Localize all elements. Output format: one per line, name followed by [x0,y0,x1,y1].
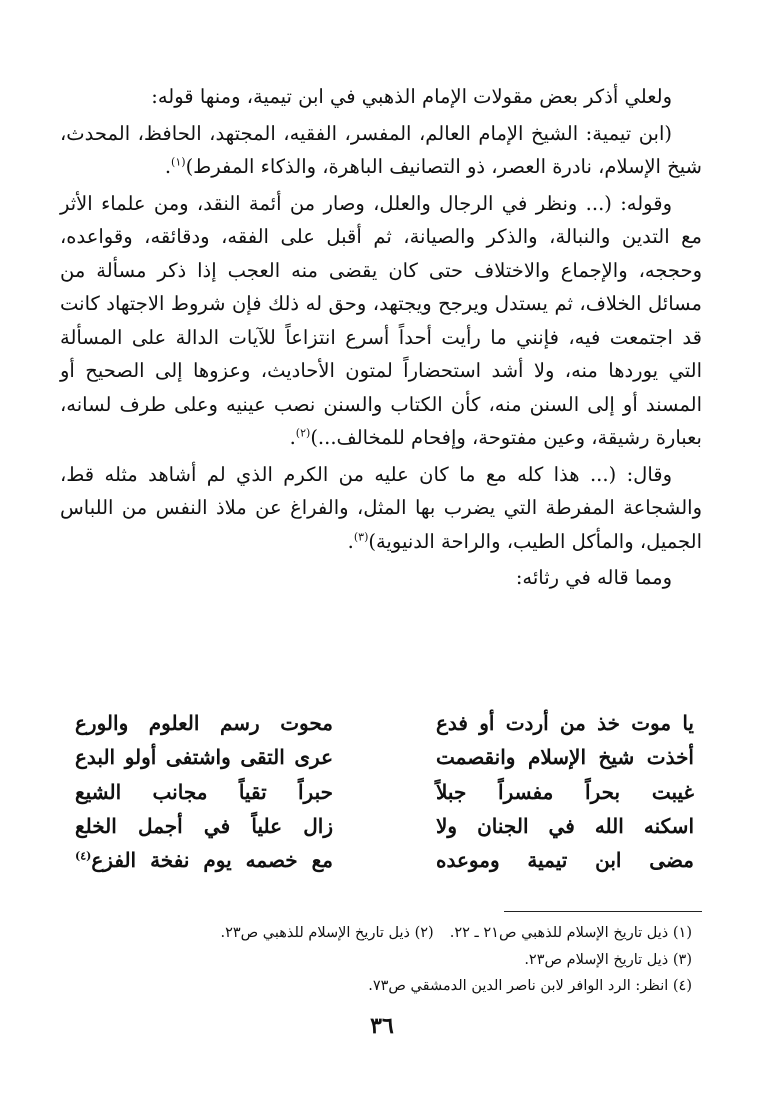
sentence-end: . [347,529,354,553]
page-number: ٣٦ [370,1013,394,1039]
footnote-3: (٣) ذيل تاريخ الإسلام ص٢٣. [524,951,692,968]
poem-verse [75,706,694,740]
verse-first-hemistich: أخذت شيخ الإسلام وانقصمت [436,745,694,770]
footnote-separator [504,911,702,912]
poem-verse [75,843,694,877]
footnote-line [60,920,692,947]
poem-verse [75,740,694,774]
verse-second-hemistich: حبراً تقياً مجانب الشيع [75,779,333,804]
footnote-marker: (٣) [353,530,369,543]
verse-second-hemistich: محوت رسم العلوم والورع [75,711,333,735]
footnote-line [60,947,692,974]
footnote-line [60,973,692,1000]
footnote-2: (٢) ذيل تاريخ الإسلام للذهبي ص٢٣. [220,925,434,941]
paragraph-quote-1 [60,117,702,184]
sentence-end: . [164,155,172,178]
main-text [60,80,702,598]
paragraph-intro [60,80,702,114]
paragraph-text: ومما قاله في رثائه: [515,566,672,589]
verse-first-hemistich: مضى ابن تيمية وموعده [436,848,694,873]
verse-second-hemistich: زال علياً في أجمل الخلع [75,813,333,838]
sentence-end: . [289,426,296,449]
paragraph-elegy-intro [60,561,702,595]
paragraph-text: (ابن تيمية: الشيخ الإمام العالم، المفسر، الفقيه، المجتهد، الحافظ، المحدث، شيخ الإسلام، نادرة العصر، ذو التصانيف الباهرة، والذكاء المفرط) [60,121,702,178]
footnotes [60,920,692,1000]
footnote-4: (٤) انظر: الرد الوافر لابن ناصر الدين الدمشقي ص٧٣. [368,978,692,994]
verse-first-hemistich: يا موت خذ من أردت أو فدع [436,711,694,735]
verse-second-hemistich: عرى التقى واشتفى أولو البدع [75,745,333,770]
paragraph-text: وقال: (... هذا كله مع ما كان عليه من الكرم الذي لم أشاهد مثله قط، والشجاعة المفرطة التي يضرب بها المثل، والفراغ عن ملاذ النفس من اللباس الجميل، والمأكل الطيب، والراحة الدنيوية) [60,462,702,553]
poem-verse [75,775,694,809]
verse-first-hemistich: اسكنه الله في الجنان ولا [436,813,694,838]
footnote-marker: (٢) [295,426,311,440]
elegy-poem [75,706,694,877]
paragraph-text: وقوله: (... ونظر في الرجال والعلل، وصار من أئمة النقد، ومن علماء الأثر مع التدين والنبالة، والذكر والصيانة، ثم أقبل على الفقه، ودقائقه، وقواعده، وحججه، والإجماع والاختلاف حتى كان يقضى منه العجب إذا ذكر مسألة من مسائل الخلاف، ثم يستدل ويرجح ويجتهد، وحق له ذلك فإن شروط الاجتهاد كانت قد اجتمعت فيه، فإنني ما رأيت أحداً أسرع انتزاعاً للآيات الدالة على المسألة التي يوردها منه، ولا أشد استحضاراً لمتون الأحاديث، وعزوها إلى الصحيح أو المسند أو إلى السنن منه، كأن الكتاب والسنن نصب عينيه وعلى طرف لسانه، بعبارة رشيقة، وعين مفتوحة، وإفحام للمخالف...) [60,191,702,449]
verse-text: مع خصمه يوم نفخة الفزع [91,848,333,873]
verse-second-hemistich [75,843,333,877]
footnote-1: (١) ذيل تاريخ الإسلام للذهبي ص٢١ ـ ٢٢. [449,925,692,941]
poem-verse [75,809,694,843]
footnote-marker: (٤) [75,849,92,863]
verse-first-hemistich: غيبت بحراً مفسراً جبلاً [436,779,694,804]
paragraph-quote-2 [60,187,702,455]
footnote-marker: (١) [171,155,186,169]
paragraph-text: ولعلي أذكر بعض مقولات الإمام الذهبي في ابن تيمية، ومنها قوله: [151,85,672,108]
paragraph-quote-3 [60,458,702,559]
